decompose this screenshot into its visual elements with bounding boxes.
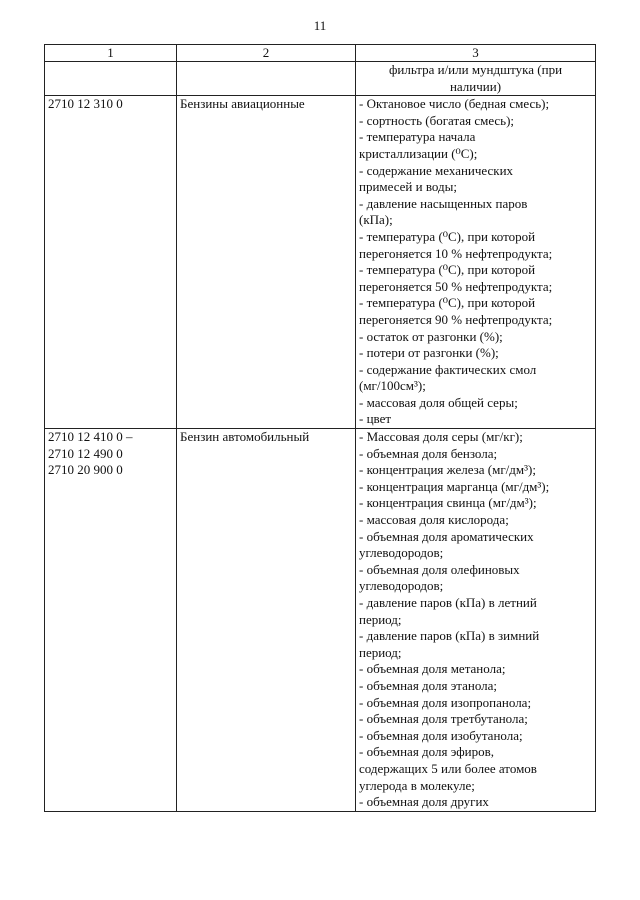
tnved-code-cell: [45, 96, 177, 429]
indicator-line: - объемная доля изобутанола;: [359, 727, 523, 743]
indicator-line: - сортность (богатая смесь);: [359, 112, 515, 128]
indicator-line: перегоняется 50 % нефтепродукта;: [359, 278, 553, 294]
indicator-line: период;: [359, 611, 402, 627]
product-name-cell: [177, 429, 356, 812]
tnved-code: 2710 12 410 0 –: [48, 429, 133, 445]
indicator-line: - давление паров (кПа) в летний: [359, 595, 537, 610]
indicator-line: - содержание фактических смол: [359, 361, 537, 377]
table-row: [45, 429, 596, 812]
indicator-line: - температура начала: [359, 129, 476, 145]
indicator-line: - концентрация марганца (мг/дм³);: [359, 478, 550, 494]
indicator-line: (мг/100см³);: [359, 378, 426, 394]
indicator-line: - Октановое число (бедная смесь);: [359, 96, 550, 112]
indicator-line: - потери от разгонки (%);: [359, 345, 499, 361]
indicator-line: перегоняется 90 % нефтепродукта;: [359, 311, 553, 327]
indicator-line: - объемная доля третбутанола;: [359, 711, 528, 727]
indicator-line: углеводородов;: [359, 578, 444, 594]
indicator-line: период;: [359, 644, 402, 660]
indicator-line: - температура (⁰С), при которой: [359, 262, 536, 278]
indicator-line: - массовая доля общей серы;: [359, 394, 518, 410]
indicator-line: - объемная доля метанола;: [359, 661, 506, 677]
page-number: 11: [313, 18, 327, 33]
indicator-line: углеводородов;: [359, 545, 444, 561]
product-name-cell: [177, 62, 356, 96]
indicator-line: содержащих 5 или более атомов: [359, 760, 537, 776]
tnved-code-cell: [45, 429, 177, 812]
indicator-line: - объемная доля этанола;: [359, 677, 498, 693]
product-name: Бензины авиационные: [180, 96, 305, 112]
indicator-line: - объемная доля ароматических: [359, 528, 534, 544]
indicators-cell: [356, 96, 596, 429]
indicator-line: - объемная доля эфиров,: [359, 744, 494, 760]
column-header-1: 1: [45, 45, 177, 62]
indicator-line: - давление паров (кПа) в зимний: [359, 628, 540, 644]
indicator-line: (кПа);: [359, 212, 393, 228]
indicator-line: - объемная доля бензола;: [359, 445, 498, 461]
indicator-line: - объемная доля изопропанола;: [359, 694, 532, 710]
indicator-line: наличии): [449, 78, 502, 94]
product-name: Бензин автомобильный: [180, 429, 310, 445]
indicator-line: - массовая доля кислорода;: [359, 512, 509, 528]
indicator-line: - остаток от разгонки (%);: [359, 328, 503, 344]
document-table: [44, 44, 596, 812]
table-header-row: [45, 45, 596, 62]
indicator-line: примесей и воды;: [359, 179, 457, 195]
column-header-3: 3: [356, 45, 596, 62]
indicator-line: - объемная доля олефиновых: [359, 561, 520, 577]
indicator-line: кристаллизации (⁰С);: [359, 145, 478, 161]
tnved-code: 2710 12 310 0: [48, 96, 123, 112]
table-row: [45, 96, 596, 429]
indicator-line: - цвет: [359, 411, 392, 427]
indicator-line: - температура (⁰С), при которой: [359, 295, 536, 311]
indicator-line: - давление насыщенных паров: [359, 195, 528, 211]
indicator-line: - содержание механических: [359, 162, 514, 178]
column-header-2: 2: [177, 45, 356, 62]
indicator-line: фильтра и/или мундштука (при: [388, 62, 563, 77]
indicator-line: углерода в молекуле;: [359, 777, 475, 793]
indicator-line: - Массовая доля серы (мг/кг);: [359, 429, 523, 445]
indicator-line: - объемная доля других: [359, 794, 489, 810]
product-name-cell: [177, 96, 356, 429]
tnved-code: 2710 20 900 0: [48, 462, 123, 478]
table-row: [45, 62, 596, 96]
indicator-line: - температура (⁰С), при которой: [359, 228, 536, 244]
indicator-line: перегоняется 10 % нефтепродукта;: [359, 245, 553, 261]
indicator-line: - концентрация свинца (мг/дм³);: [359, 495, 537, 511]
table-body: [45, 62, 596, 812]
tnved-code-cell: [45, 62, 177, 96]
indicator-line: - концентрация железа (мг/дм³);: [359, 462, 536, 478]
tnved-code: 2710 12 490 0: [48, 445, 123, 461]
indicators-cell: [356, 62, 596, 96]
indicators-cell: [356, 429, 596, 812]
